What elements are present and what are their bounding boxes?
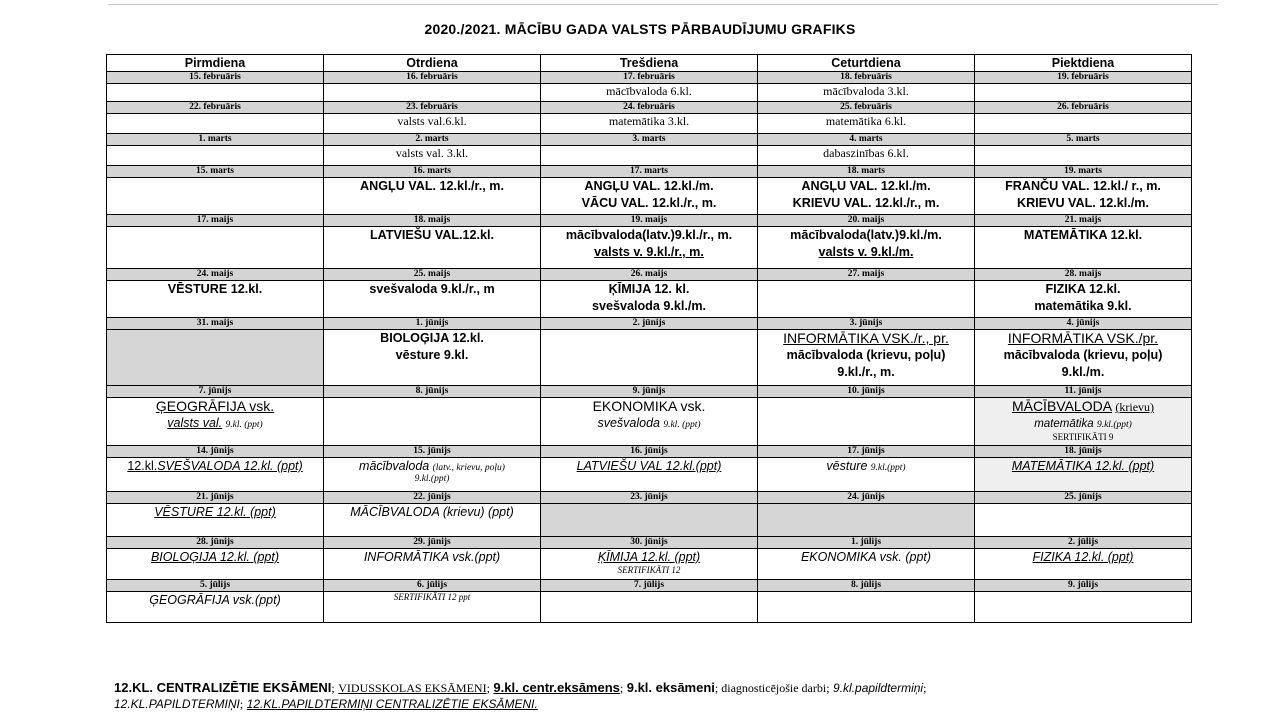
exam-entry: valsts val.: [167, 416, 223, 430]
date-cell: 24. februāris: [541, 102, 758, 114]
exam-row: [107, 592, 1192, 623]
date-row: [107, 537, 1192, 549]
exam-entry-note: (krievu): [1115, 400, 1155, 414]
exam-entry: matemātika 9.kl.: [1034, 299, 1132, 313]
date-row: [107, 72, 1192, 84]
legend-centralized-exams: 12.KL. CENTRALIZĒTIE EKSĀMENI: [114, 680, 332, 695]
legend-diagnostic: ; diagnosticējošie darbi;: [714, 681, 830, 695]
date-cell: 4. jūnijs: [975, 318, 1192, 330]
top-rule: [108, 4, 1218, 5]
exam-schedule-table: [106, 54, 1192, 623]
exam-cell: [758, 281, 975, 318]
exam-cell: [541, 592, 758, 623]
date-cell: 6. jūlijs: [324, 580, 541, 592]
exam-cell: [541, 281, 758, 318]
exam-entry: mācībvaloda 6.kl.: [606, 84, 692, 98]
exam-entry: FIZIKA 12.kl.: [1045, 282, 1121, 296]
exam-cell: [975, 178, 1192, 215]
certificate-note: SERTIFIKĀTI 12 ppt: [393, 592, 471, 602]
date-cell: 19. marts: [975, 166, 1192, 178]
date-cell: 17. maijs: [107, 215, 324, 227]
date-cell: 18. maijs: [324, 215, 541, 227]
exam-entry: LATVIEŠU VAL.12.kl.: [369, 228, 495, 242]
exam-entry-note: 9.kl.(ppt): [414, 474, 450, 484]
exam-entry: ANGĻU VAL. 12.kl./m.: [584, 179, 714, 193]
certificate-note: SERTIFIKĀTI 9: [1052, 432, 1114, 442]
exam-row: [107, 398, 1192, 446]
exam-entry-note: 9.kl.(ppt): [1096, 420, 1132, 430]
exam-cell: [324, 330, 541, 386]
legend-secondary-exams: VIDUSSKOLAS EKSĀMENI: [338, 681, 487, 695]
legend: [114, 680, 1214, 712]
date-cell: 11. jūnijs: [975, 386, 1192, 398]
legend-12kl-retakes: 12.KL.PAPILDTERMIŅI: [114, 697, 240, 711]
date-cell: 25. jūnijs: [975, 492, 1192, 504]
exam-cell: [758, 178, 975, 215]
exam-cell: [541, 458, 758, 492]
exam-entry: KRIEVU VAL. 12.kl./r., m.: [792, 196, 940, 210]
exam-entry: mācībvaloda(latv.)9.kl./r., m.: [565, 228, 733, 242]
date-cell: 1. jūnijs: [324, 318, 541, 330]
exam-cell: [975, 84, 1192, 102]
exam-cell: [107, 146, 324, 166]
exam-row: [107, 504, 1192, 537]
exam-entry: VĀCU VAL. 12.kl./r., m.: [581, 196, 717, 210]
date-row: [107, 166, 1192, 178]
date-cell: 21. jūnijs: [107, 492, 324, 504]
exam-row: [107, 330, 1192, 386]
date-cell: 30. jūnijs: [541, 537, 758, 549]
date-cell: 25. februāris: [758, 102, 975, 114]
exam-cell: [107, 114, 324, 134]
exam-entry: MATEMĀTIKA 12.kl. (ppt): [1011, 459, 1155, 473]
exam-cell: [758, 84, 975, 102]
exam-cell: [975, 549, 1192, 580]
exam-cell: [107, 281, 324, 318]
exam-entry: svešvaloda 9.kl./m.: [591, 299, 707, 313]
date-cell: 22. jūnijs: [324, 492, 541, 504]
exam-row: [107, 146, 1192, 166]
exam-entry: ĢEOGRĀFIJA vsk.: [155, 398, 275, 414]
exam-entry: KRIEVU VAL. 12.kl./m.: [1016, 196, 1150, 210]
date-cell: 2. marts: [324, 134, 541, 146]
legend-separator: ;: [239, 697, 244, 711]
exam-cell: [324, 458, 541, 492]
exam-row: [107, 458, 1192, 492]
exam-cell: [324, 281, 541, 318]
exam-cell: [975, 458, 1192, 492]
exam-entry-note: 9.kl. (ppt): [663, 420, 701, 430]
date-cell: 29. jūnijs: [324, 537, 541, 549]
exam-entry: vēsture 9.kl.: [395, 348, 469, 362]
exam-entry: LATVIEŠU VAL 12.kl.(ppt): [576, 459, 722, 473]
date-cell: 18. marts: [758, 166, 975, 178]
exam-cell: [324, 227, 541, 269]
exam-row: [107, 178, 1192, 215]
legend-separator: ;: [331, 681, 335, 695]
exam-entry: mācībvaloda (krievu, poļu): [1003, 348, 1163, 362]
exam-cell: [975, 330, 1192, 386]
date-cell: 8. jūnijs: [324, 386, 541, 398]
exam-entry: VĒSTURE 12.kl. (ppt): [154, 505, 276, 519]
legend-12kl-retakes-centralized: 12.KL.PAPILDTERMIŅI CENTRALIZĒTIE EKSĀMENI.: [246, 697, 538, 711]
date-cell: 10. jūnijs: [758, 386, 975, 398]
date-row: [107, 446, 1192, 458]
exam-entry: valsts v. 9.kl./r., m.: [594, 245, 704, 259]
exam-entry: vēsture: [826, 459, 868, 473]
exam-cell: [107, 84, 324, 102]
exam-cell: [758, 114, 975, 134]
exam-entry: matemātika 6.kl.: [825, 114, 907, 128]
exam-cell: [541, 549, 758, 580]
exam-entry: valsts v. 9.kl./m.: [818, 245, 914, 259]
date-cell: 2. jūnijs: [541, 318, 758, 330]
exam-entry: matemātika: [1034, 418, 1094, 430]
exam-entry: svešvaloda 9.kl./r., m: [369, 282, 495, 296]
legend-9kl-retakes: 9.kl.papildtermiņi: [833, 681, 924, 695]
exam-cell: [758, 549, 975, 580]
exam-cell: [324, 178, 541, 215]
date-cell: 15. marts: [107, 166, 324, 178]
exam-cell: [758, 504, 975, 537]
exam-entry: ĶĪMIJA 12. kl.: [608, 282, 690, 296]
date-cell: 14. jūnijs: [107, 446, 324, 458]
legend-separator: ;: [619, 681, 624, 695]
exam-entry: VĒSTURE 12.kl.: [167, 282, 263, 296]
date-row: [107, 215, 1192, 227]
exam-cell: [541, 398, 758, 446]
exam-cell: [975, 504, 1192, 537]
exam-entry: valsts val. 3.kl.: [395, 146, 469, 160]
day-header-thursday: Ceturtdiena: [758, 55, 975, 72]
legend-separator: ;: [486, 681, 490, 695]
exam-entry: mācībvaloda(latv.)9.kl./m.: [790, 228, 942, 242]
exam-cell: [541, 114, 758, 134]
exam-cell: [541, 504, 758, 537]
date-row: [107, 269, 1192, 281]
exam-row: [107, 84, 1192, 102]
exam-entry: ĢEOGRĀFIJA vsk.(ppt): [149, 593, 281, 607]
date-cell: 16. jūnijs: [541, 446, 758, 458]
date-row: [107, 386, 1192, 398]
date-cell: 16. februāris: [324, 72, 541, 84]
date-cell: 8. jūlijs: [758, 580, 975, 592]
exam-entry: mācībvaloda 3.kl.: [823, 84, 909, 98]
date-cell: 7. jūnijs: [107, 386, 324, 398]
exam-cell: [324, 84, 541, 102]
exam-cell: [758, 592, 975, 623]
date-cell: 25. maijs: [324, 269, 541, 281]
exam-entry: INFORMĀTIKA VSK./pr.: [1007, 330, 1159, 346]
exam-cell: [975, 114, 1192, 134]
exam-cell: [541, 84, 758, 102]
exam-entry: MATEMĀTIKA 12.kl.: [1023, 228, 1143, 242]
exam-row: [107, 281, 1192, 318]
exam-cell: [324, 504, 541, 537]
date-cell: 17. marts: [541, 166, 758, 178]
exam-cell: [107, 227, 324, 269]
day-header-wednesday: Trešdiena: [541, 55, 758, 72]
date-cell: 5. jūlijs: [107, 580, 324, 592]
exam-entry: SVEŠVALODA 12.kl. (ppt): [157, 459, 303, 473]
date-row: [107, 492, 1192, 504]
date-cell: 27. maijs: [758, 269, 975, 281]
exam-cell: [107, 592, 324, 623]
exam-entry: BIOLOĢIJA 12.kl.: [380, 331, 484, 345]
date-cell: 22. februāris: [107, 102, 324, 114]
exam-entry: 9.kl./r., m.: [837, 365, 895, 379]
exam-cell: [975, 146, 1192, 166]
exam-cell: [324, 398, 541, 446]
date-cell: 19. maijs: [541, 215, 758, 227]
exam-entry: MĀCĪBVALODA: [1011, 398, 1113, 414]
legend-separator: ;: [923, 681, 927, 695]
day-header-friday: Piektdiena: [975, 55, 1192, 72]
date-cell: 3. marts: [541, 134, 758, 146]
date-cell: 26. maijs: [541, 269, 758, 281]
exam-cell: [541, 330, 758, 386]
exam-cell: [107, 178, 324, 215]
exam-cell: [107, 504, 324, 537]
date-cell: 16. marts: [324, 166, 541, 178]
exam-cell: [107, 549, 324, 580]
day-header-monday: Pirmdiena: [107, 55, 324, 72]
date-cell: 18. jūnijs: [975, 446, 1192, 458]
date-row: [107, 134, 1192, 146]
exam-entry: INFORMĀTIKA vsk.(ppt): [363, 550, 501, 564]
certificate-note: SERTIFIKĀTI 12: [617, 565, 681, 575]
date-cell: 28. maijs: [975, 269, 1192, 281]
date-cell: 17. jūnijs: [758, 446, 975, 458]
date-cell: 5. marts: [975, 134, 1192, 146]
date-cell: 21. maijs: [975, 215, 1192, 227]
legend-9kl-exams: 9.kl. eksāmeni: [626, 680, 715, 695]
exam-cell: [541, 178, 758, 215]
exam-entry: ANGĻU VAL. 12.kl./r., m.: [360, 179, 504, 193]
exam-entry: INFORMĀTIKA VSK./r., pr.: [783, 330, 949, 346]
exam-row: [107, 227, 1192, 269]
exam-entry: ĶĪMIJA 12.kl. (ppt): [597, 550, 701, 564]
exam-entry: dabaszinības 6.kl.: [823, 146, 909, 160]
exam-cell: [758, 227, 975, 269]
exam-entry: EKONOMIKA vsk.: [592, 398, 706, 414]
page-title: 2020./2021. MĀCĪBU GADA VALSTS PĀRBAUDĪJUMU GRAFIKS: [424, 21, 856, 37]
date-row: [107, 580, 1192, 592]
date-cell: 9. jūnijs: [541, 386, 758, 398]
date-row: [107, 318, 1192, 330]
date-cell: 1. jūlijs: [758, 537, 975, 549]
exam-cell: [107, 458, 324, 492]
date-cell: 9. jūlijs: [975, 580, 1192, 592]
date-cell: 20. maijs: [758, 215, 975, 227]
exam-entry: matemātika 3.kl.: [608, 114, 690, 128]
date-cell: 4. marts: [758, 134, 975, 146]
exam-entry: FRANČU VAL. 12.kl./ r., m.: [1005, 179, 1161, 193]
date-cell: 1. marts: [107, 134, 324, 146]
exam-cell: [324, 549, 541, 580]
exam-row: [107, 549, 1192, 580]
date-cell: 15. februāris: [107, 72, 324, 84]
exam-entry: valsts val.6.kl.: [397, 114, 467, 128]
exam-entry: FIZIKA 12.kl. (ppt): [1032, 550, 1134, 564]
exam-entry-note: (latv., krievu, poļu): [432, 463, 505, 473]
exam-row: [107, 114, 1192, 134]
date-cell: 15. jūnijs: [324, 446, 541, 458]
date-cell: 23. februāris: [324, 102, 541, 114]
exam-cell: [758, 330, 975, 386]
date-cell: 26. februāris: [975, 102, 1192, 114]
date-cell: 24. jūnijs: [758, 492, 975, 504]
exam-cell: [324, 114, 541, 134]
exam-entry-note: 9.kl. (ppt): [225, 420, 263, 430]
exam-cell: [541, 146, 758, 166]
date-cell: 24. maijs: [107, 269, 324, 281]
weekday-header-row: [107, 55, 1192, 72]
exam-entry: EKONOMIKA vsk. (ppt): [800, 550, 932, 564]
exam-cell: [975, 592, 1192, 623]
exam-entry-note: 9.kl.(ppt): [870, 463, 906, 473]
exam-entry: ANGĻU VAL. 12.kl./m.: [801, 179, 931, 193]
date-cell: 3. jūnijs: [758, 318, 975, 330]
exam-cell: [975, 281, 1192, 318]
exam-cell: [541, 227, 758, 269]
date-cell: 31. maijs: [107, 318, 324, 330]
exam-cell: [758, 398, 975, 446]
exam-cell: [324, 146, 541, 166]
exam-entry: 9.kl./m.: [1061, 365, 1105, 379]
exam-entry: mācībvaloda (krievu, poļu): [786, 348, 946, 362]
day-header-tuesday: Otrdiena: [324, 55, 541, 72]
date-cell: 19. februāris: [975, 72, 1192, 84]
date-cell: 2. jūlijs: [975, 537, 1192, 549]
exam-entry: MĀCĪBVALODA (krievu) (ppt): [350, 505, 514, 519]
exam-entry: mācībvaloda: [359, 459, 430, 473]
date-cell: 17. februāris: [541, 72, 758, 84]
exam-cell: [324, 592, 541, 623]
exam-entry: svešvaloda: [597, 416, 660, 430]
exam-cell: [758, 458, 975, 492]
exam-cell: [107, 330, 324, 386]
date-cell: 7. jūlijs: [541, 580, 758, 592]
date-cell: 18. februāris: [758, 72, 975, 84]
exam-cell: [975, 227, 1192, 269]
date-cell: 28. jūnijs: [107, 537, 324, 549]
date-row: [107, 102, 1192, 114]
exam-entry: BIOLOĢIJA 12.kl. (ppt): [150, 550, 280, 564]
exam-entry: 12.kl.: [127, 459, 158, 473]
exam-cell: [975, 398, 1192, 446]
legend-9kl-centralized: 9.kl. centr.eksāmens: [493, 680, 620, 695]
exam-cell: [758, 146, 975, 166]
exam-cell: [107, 398, 324, 446]
date-cell: 23. jūnijs: [541, 492, 758, 504]
